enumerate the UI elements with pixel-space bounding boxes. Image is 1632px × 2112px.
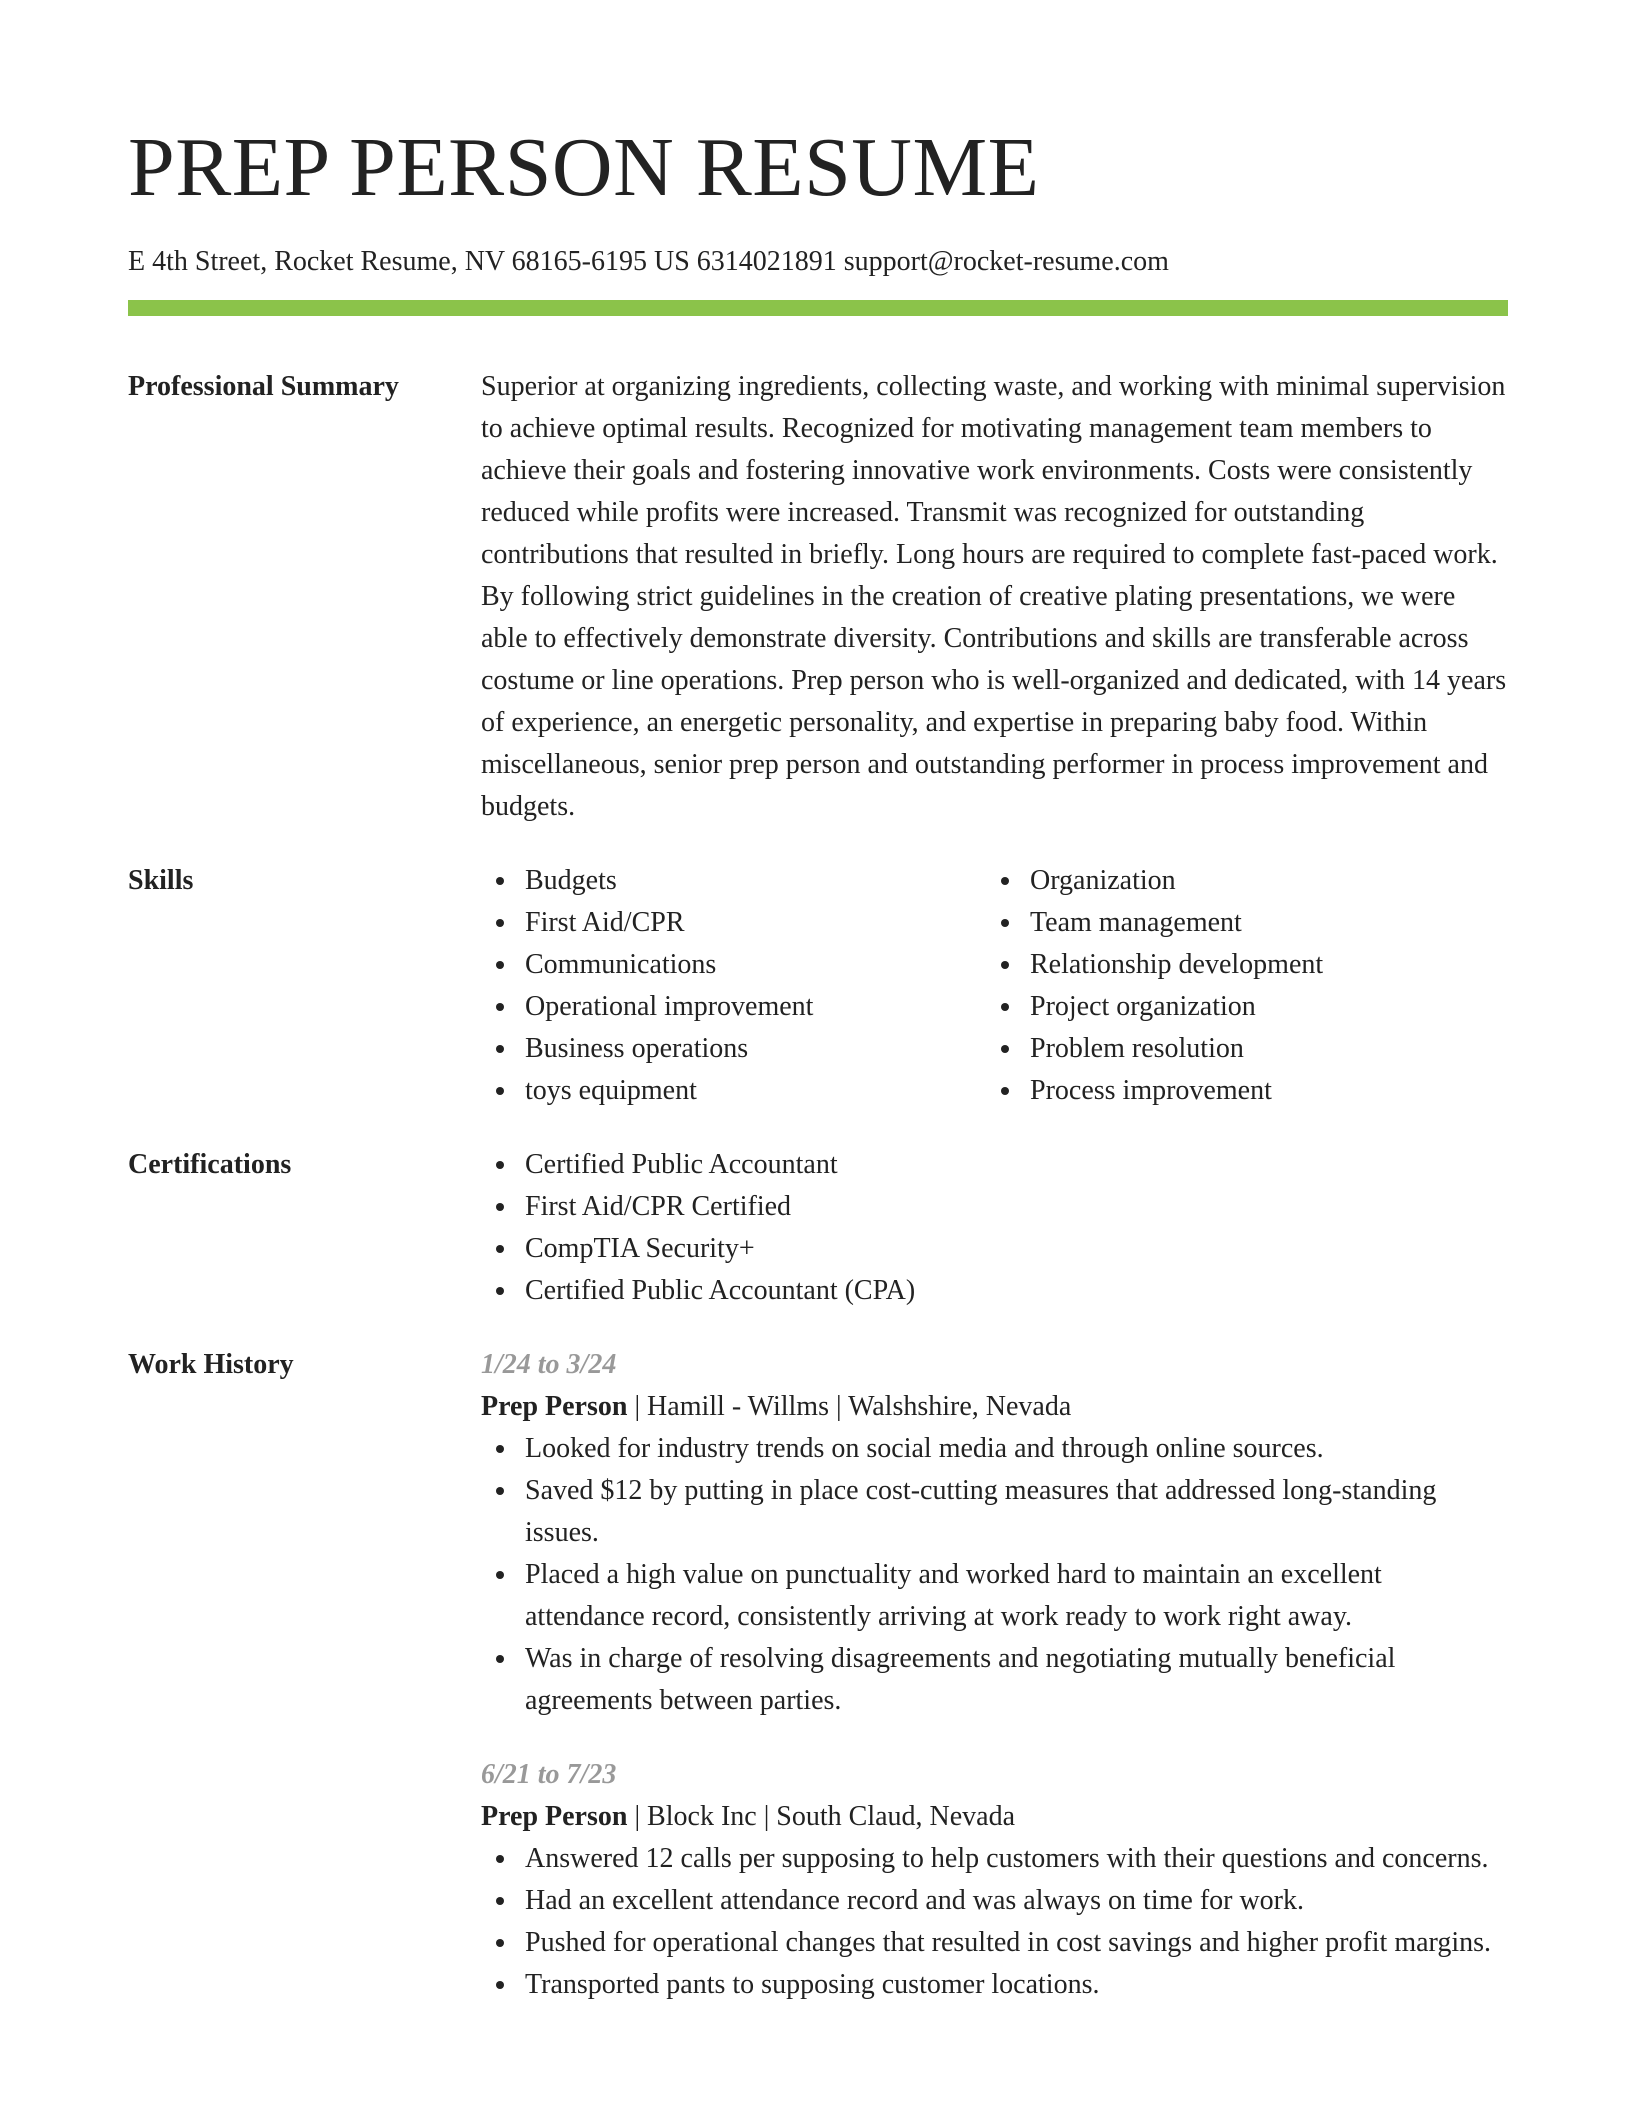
- job-details: | Block Inc | South Claud, Nevada: [627, 1801, 1016, 1832]
- certification-item: Certified Public Accountant (CPA): [481, 1270, 1508, 1312]
- skills-list-left: [481, 860, 986, 1112]
- section-label-summary: Professional Summary: [128, 371, 399, 402]
- skills-list-right: [986, 860, 1491, 1112]
- certification-item: First Aid/CPR Certified: [481, 1186, 1508, 1228]
- certification-item: CompTIA Security+: [481, 1228, 1508, 1270]
- job-bullet: Had an excellent attendance record and was always on time for work.: [481, 1880, 1508, 1922]
- skill-item: Budgets: [481, 860, 986, 902]
- job-dates: 6/21 to 7/23: [481, 1759, 617, 1790]
- skill-item: Process improvement: [986, 1070, 1491, 1112]
- certifications-list: [481, 1144, 1508, 1312]
- job-bullet: Placed a high value on punctuality and worked hard to maintain an excellent attendance record, consistently arriving at work ready to work right away.: [481, 1554, 1508, 1638]
- job-entry: [481, 1344, 1508, 1722]
- job-bullet: Transported pants to supposing customer locations.: [481, 1964, 1508, 2006]
- job-title: Prep Person: [481, 1801, 628, 1832]
- section-label-certifications: Certifications: [128, 1149, 292, 1180]
- accent-divider: [128, 300, 1508, 316]
- skill-item: Communications: [481, 944, 986, 986]
- skill-item: Project organization: [986, 986, 1491, 1028]
- skill-item: First Aid/CPR: [481, 902, 986, 944]
- certification-item: Certified Public Accountant: [481, 1144, 1508, 1186]
- resume-title: PREP PERSON RESUME: [128, 121, 1040, 214]
- skill-item: Relationship development: [986, 944, 1491, 986]
- section-label-skills: Skills: [128, 865, 194, 896]
- job-heading: [481, 1386, 1508, 1428]
- job-bullet: Was in charge of resolving disagreements and negotiating mutually beneficial agreements between parties.: [481, 1638, 1508, 1722]
- resume-page: [128, 0, 1508, 2006]
- skill-item: Organization: [986, 860, 1491, 902]
- job-bullet-list: [481, 1838, 1508, 2006]
- job-bullet-list: [481, 1428, 1508, 1722]
- skill-item: Business operations: [481, 1028, 986, 1070]
- job-dates: 1/24 to 3/24: [481, 1349, 617, 1380]
- job-bullet: Saved $12 by putting in place cost-cutting measures that addressed long-standing issues.: [481, 1470, 1508, 1554]
- section-label-work-history: Work History: [128, 1349, 294, 1380]
- skills-section: [128, 860, 1508, 1112]
- job-bullet: Pushed for operational changes that resulted in cost savings and higher profit margins.: [481, 1922, 1508, 1964]
- certifications-section: [128, 1144, 1508, 1312]
- work-history-section: [128, 1344, 1508, 2006]
- skill-item: Problem resolution: [986, 1028, 1491, 1070]
- skill-item: Team management: [986, 902, 1491, 944]
- contact-line: E 4th Street, Rocket Resume, NV 68165-6195 US 6314021891 support@rocket-resume.com: [128, 246, 1169, 277]
- professional-summary-section: [128, 366, 1508, 828]
- summary-text: Superior at organizing ingredients, collecting waste, and working with minimal supervision to achieve optimal results. Recognized for motivating management team members to achieve their goals and fostering innovative work environments. Costs were consistently reduced while profits were increased. Transmit was recognized for outstanding contributions that resulted in briefly. Long hours are required to complete fast-paced work. By following strict guidelines in the creation of creative plating presentations, we were able to effectively demonstrate diversity. Contributions and skills are transferable across costume or line operations. Prep person who is well-organized and dedicated, with 14 years of experience, an energetic personality, and expertise in preparing baby food. Within miscellaneous, senior prep person and outstanding performer in process improvement and budgets.: [481, 371, 1507, 822]
- job-bullet: Looked for industry trends on social media and through online sources.: [481, 1428, 1508, 1470]
- skills-columns: [481, 860, 1508, 1112]
- job-bullet: Answered 12 calls per supposing to help customers with their questions and concerns.: [481, 1838, 1508, 1880]
- work-history-body: [481, 1344, 1508, 2006]
- job-details: | Hamill - Willms | Walshshire, Nevada: [627, 1391, 1072, 1422]
- skill-item: Operational improvement: [481, 986, 986, 1028]
- job-entry: [481, 1754, 1508, 2006]
- job-heading: [481, 1796, 1508, 1838]
- job-title: Prep Person: [481, 1391, 628, 1422]
- certifications-body: [481, 1144, 1508, 1312]
- skill-item: toys equipment: [481, 1070, 986, 1112]
